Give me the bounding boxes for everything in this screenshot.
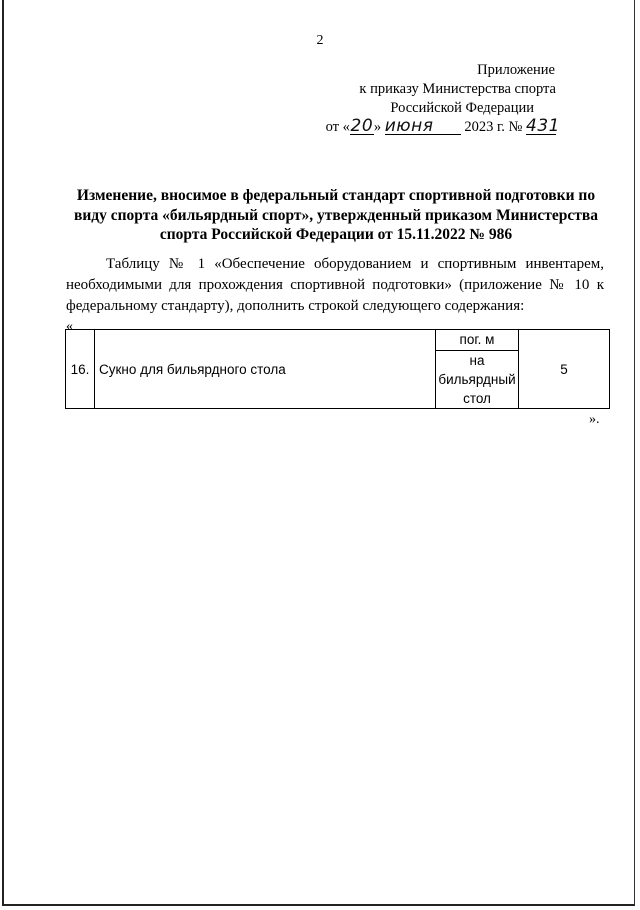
date-year: 2023 г. № xyxy=(464,119,523,135)
appendix-header xyxy=(296,61,560,137)
date-prefix: от « xyxy=(325,119,350,135)
row-quantity: 5 xyxy=(519,330,610,409)
table-row xyxy=(66,330,610,351)
body-paragraph xyxy=(66,254,604,317)
appendix-date-line xyxy=(296,116,560,137)
appendix-ministry: Российской Федерации xyxy=(390,100,534,116)
appendix-label: Приложение xyxy=(477,62,555,78)
document-title: Изменение, вносимое в федеральный стандарт спортивной подготовки по виду спорта «бильярдный спорт», утвержденный приказом Министерства спорта Российской Федерации от 15.11.2022 № 986 xyxy=(73,187,598,243)
handwritten-order-number: 431 xyxy=(526,116,560,136)
body-text: Таблицу № 1 «Обеспечение оборудованием и спортивным инвентарем, необходимыми для прохождения спортивной подготовки» (приложение № 10 к федеральному стандарту), дополнить строкой следующего содержания: xyxy=(66,256,604,314)
row-item-name: Сукно для бильярдного стола xyxy=(95,330,436,409)
date-mid: » xyxy=(373,119,382,135)
quote-close: ». xyxy=(589,412,600,427)
handwritten-month: июня xyxy=(385,119,461,135)
handwritten-day: 20 xyxy=(350,116,374,136)
appendix-order-ref: к приказу Министерства спорта xyxy=(359,81,556,97)
page-number: 2 xyxy=(316,33,324,48)
row-number: 16. xyxy=(66,330,95,409)
row-unit-top: пог. м xyxy=(436,330,519,351)
row-unit-bottom: на бильярдный стол xyxy=(436,351,519,409)
equipment-table xyxy=(65,329,610,409)
quote-open: « xyxy=(66,319,73,334)
